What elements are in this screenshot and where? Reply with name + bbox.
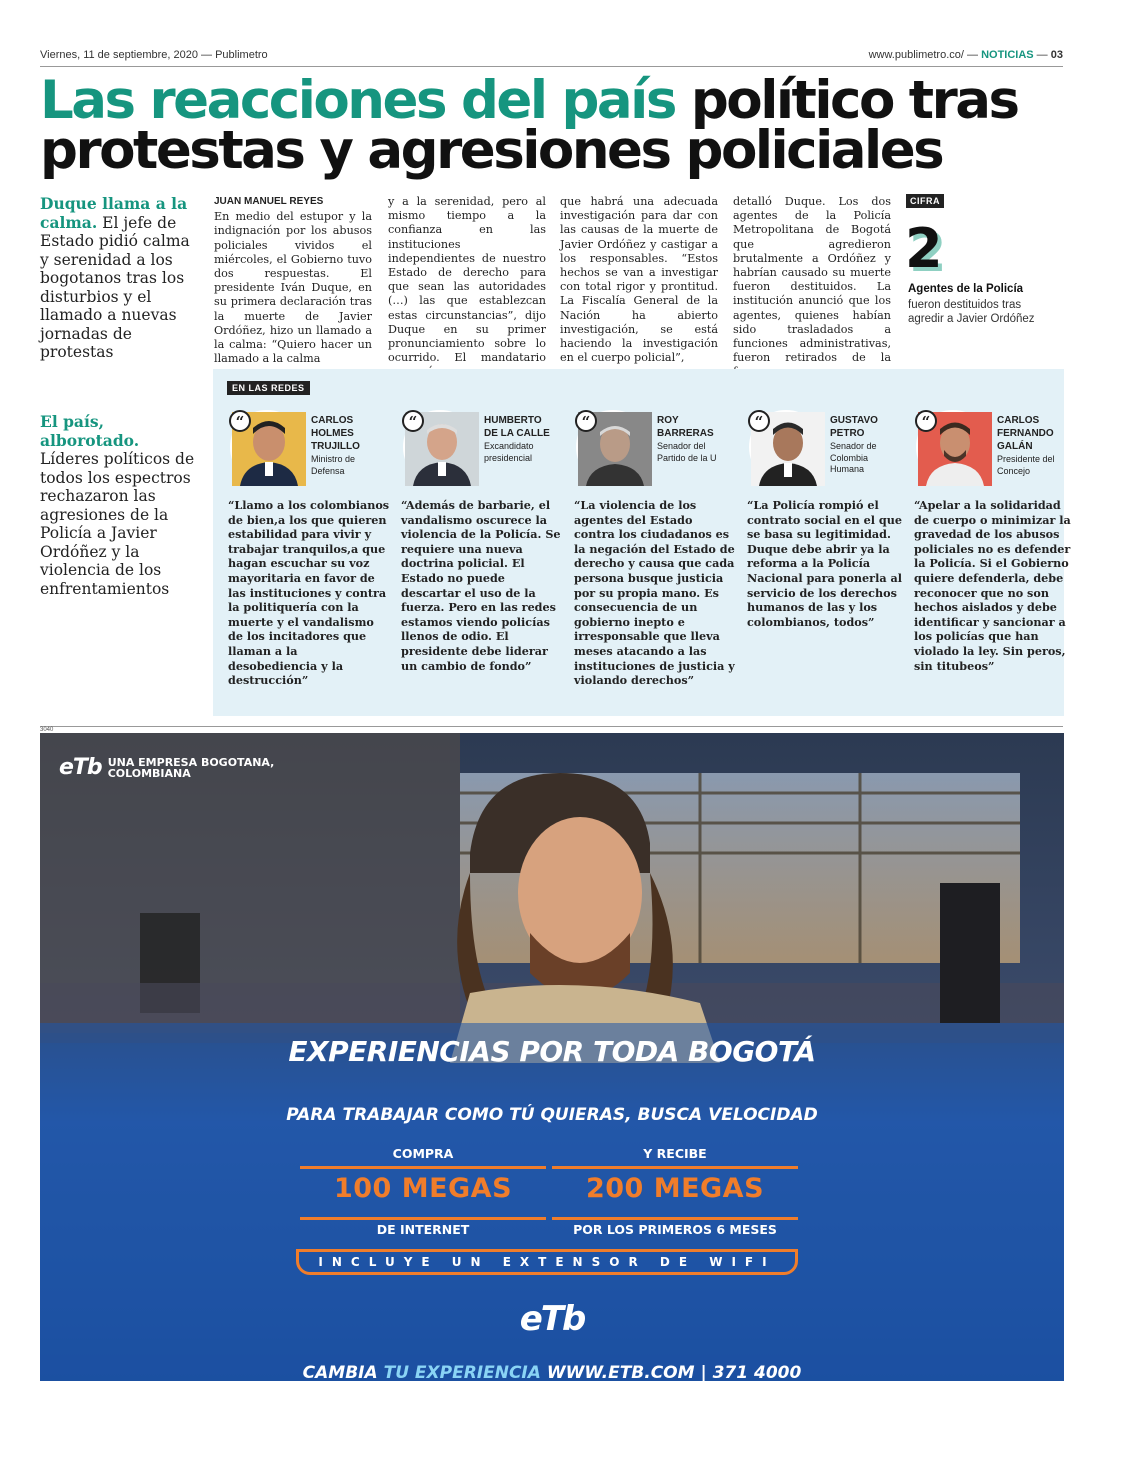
person-name	[311, 414, 383, 477]
article-col-3: que habrá una adecuada investigación para dar con las causas de la muerte de Javier Ordóñez y castigar a los responsables. “Estos hechos se van a investigar con total rigor y prontitud. La Fiscalía General de la Nación ha abierto investigación, se está haciendo la investigación en el cuerpo policial”,	[560, 195, 718, 365]
person-name	[830, 414, 902, 476]
cta-c: WWW.ETB.COM | 371 4000	[540, 1363, 802, 1383]
person-name-text: ROY BARRERAS	[657, 415, 714, 439]
quote-icon: “	[915, 410, 937, 432]
offer-left-value: 100 MEGAS	[333, 1173, 513, 1204]
lede-alborotado	[40, 413, 202, 598]
article-col-1-text: En medio del estupor y la indignación por los abusos policiales vividos el miércoles, el Gobierno tuvo dos respuestas. El presidente Iván Duque, en su primera declaración tras la muerte de Javier Ordóñez, hizo un llamado a la calma: “Quiero hacer un llamado a la calma	[214, 210, 372, 366]
quote-icon: “	[748, 410, 770, 432]
cifra-tag: CIFRA	[906, 194, 944, 208]
person-name-text: CARLOS HOLMES TRUJILLO	[311, 415, 360, 452]
ad-cta[interactable]	[40, 1363, 1064, 1383]
page-headline	[40, 70, 1070, 181]
offer-left-bottom-line	[300, 1217, 546, 1220]
quote-icon: “	[575, 410, 597, 432]
cta-a: CAMBIA	[302, 1363, 384, 1383]
etb-logo: eTb	[59, 755, 102, 780]
lede-calma	[40, 195, 202, 362]
page-sep: —	[1033, 49, 1051, 61]
person-role: Excandidato presidencial	[484, 441, 534, 463]
cifra-description: fueron destituidos tras agredir a Javier Ordóñez	[908, 299, 1035, 325]
person-role: Presidente del Concejo	[997, 454, 1055, 476]
offer-right-top-line	[552, 1166, 798, 1169]
offer-right-bottom-line	[552, 1217, 798, 1220]
ad-brand	[59, 755, 288, 780]
byline: JUAN MANUEL REYES	[214, 196, 324, 207]
person-quote: “Llamo a los colombianos de bien,a los que quieren estabilidad para vivir y trabajar tranquilos,a que hagan escuchar su voz mayoritaria en favor de las instituciones y contra la politiquería con la muerte y el vandalismo de los incitadores que llaman a la desobediencia y la destrucción”	[228, 498, 390, 688]
person-quote: “La Policía rompió el contrato social en el que se basa su legitimidad. Duque debe abrir ya la reforma a la Policía Nacional para ponerla al servicio de los derechos humanos de las y los colombianos, todos”	[747, 498, 902, 629]
mid-divider	[40, 726, 1063, 727]
person-role: Senador del Partido de la U	[657, 441, 717, 463]
header-section	[869, 49, 1063, 61]
extensor-banner: INCLUYE UN EXTENSOR DE WIFI	[296, 1249, 798, 1275]
ad-fine-print: Oferta válida del 1 de septiembre al 15 de septiembre de 2020. Las experiencias en toda Bogotá están sujetas al despliegue de red de fibra en los servicios fijos y cobertura de servicios móviles. Aplican TyC en infoetb.com/fibrahsepv220	[187, 1398, 917, 1405]
cifra-number: 2	[905, 217, 943, 280]
lede-alborotado-kicker: El país, alborotado.	[40, 412, 140, 450]
etb-center-logo: eTb	[519, 1299, 585, 1339]
headline-accent: Las reacciones del país	[40, 70, 675, 131]
offer-left-top-line	[300, 1166, 546, 1169]
quote-icon: “	[229, 410, 251, 432]
lede-alborotado-text: Líderes políticos de todos los espectros rechazaron las agresiones de la Policía a Javier Ordóñez y la violencia de los enfrentamientos	[40, 450, 195, 598]
headline-rest: político tras protestas y agresiones policiales	[40, 70, 1018, 181]
section-name: NOTICIAS	[981, 49, 1034, 61]
person-role: Ministro de Defensa	[311, 454, 356, 476]
top-divider	[40, 66, 1063, 67]
article-col-1	[214, 195, 372, 366]
person-quote: “Apelar a la solidaridad de cuerpo o minimizar la gravedad de los abusos policiales no es defender la Policía. Si el Gobierno quiere defenderla, debe reconocer que no son hechos aislados y debe identificar y sancionar a los policías que han violado la ley. Sin peros, sin titubeos”	[914, 498, 1071, 673]
person-name	[484, 414, 556, 464]
person-name	[657, 414, 729, 464]
date-line: Viernes, 11 de septiembre, 2020 — Publimetro	[40, 49, 268, 61]
person-quote: “La violencia de los agentes del Estado contra los ciudadanos es la negación del Estado de derecho y causa que cada persona busque justicia por su propia mano. Es consecuencia de un gobierno inepto e irresponsable que lleva meses atacando a las instituciones de justicia y violando derechos”	[574, 498, 735, 688]
article-col-2: y a la serenidad, pero al mismo tiempo a la confianza en las instituciones independientes de nuestro Estado de derecho para que sean las autoridades (…) las que establezcan estas circunstancias”, dijo Duque en su primer pronunciamiento sobre lo ocurrido. El mandatario	[388, 195, 546, 365]
offer-left-note: DE INTERNET	[376, 1222, 470, 1237]
lede-calma-kicker: Duque llama a la calma.	[40, 194, 188, 232]
cifra-label: Agentes de la Policía	[908, 283, 1024, 295]
article-col-4: detalló Duque. Los dos agentes de la Policía Metropolitana de Bogotá que agredieron brutalmente a Ordóñez y habrían causado su muerte fueron destituidos. La institución anunció que los agentes, quienes habían sido trasladados a funciones administrativas, fueron retirados de la	[733, 195, 891, 365]
quote-icon: “	[402, 410, 424, 432]
cta-b: TU EXPERIENCIA	[383, 1363, 541, 1383]
person-name-text: HUMBERTO DE LA CALLE	[484, 415, 550, 439]
person-quote: “Además de barbarie, el vandalismo oscurece la violencia de la Policía. Se requiere una nueva doctrina policial. El Estado no puede descartar el uso de la fuerza. Pero en las redes estamos viendo policías llenos de odio. El presidente debe liderar un cambio de fondo”	[401, 498, 561, 673]
ad-brand-text: UNA EMPRESA BOGOTANA, COLOMBIANA	[107, 755, 275, 780]
etb-advertisement[interactable]	[40, 733, 1064, 1405]
redes-tag: EN LAS REDES	[227, 381, 310, 395]
person-role: Senador de Colombia Humana	[830, 441, 877, 474]
ad-subheadline: PARA TRABAJAR COMO TÚ QUIERAS, BUSCA VELOCIDAD	[286, 1105, 818, 1125]
site-url[interactable]: www.publimetro.co/ —	[868, 49, 982, 61]
lede-calma-text: El jefe de Estado pidió calma y serenidad a los bogotanos tras los disturbios y el llamado a nuevas jornadas de protestas	[40, 213, 190, 361]
person-name-text: CARLOS FERNANDO GALÁN	[997, 415, 1054, 452]
person-name	[997, 414, 1069, 477]
offer-left-label: COMPRA	[392, 1146, 454, 1161]
page-number: 03	[1050, 49, 1063, 61]
person-name-text: GUSTAVO PETRO	[830, 415, 878, 439]
ad-headline: EXPERIENCIAS POR TODA BOGOTÁ	[288, 1035, 816, 1068]
ad-code: 3040	[40, 727, 54, 733]
offer-right-note: POR LOS PRIMEROS 6 MESES	[573, 1222, 777, 1237]
offer-right-label: Y RECIBE	[643, 1146, 707, 1161]
offer-right-value: 200 MEGAS	[585, 1173, 765, 1204]
